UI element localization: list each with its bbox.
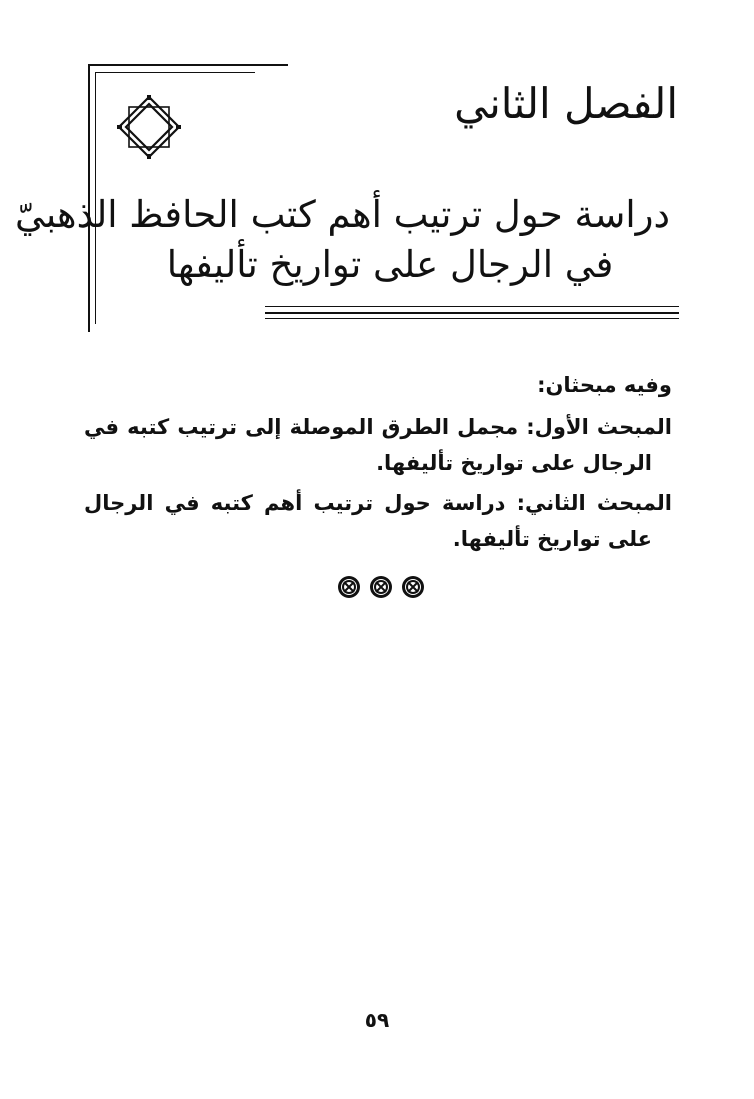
section-item-line: على تواريخ تأليفها. <box>452 527 652 551</box>
section-item-2 <box>84 485 672 557</box>
chapter-contents <box>84 367 672 561</box>
section-item-1 <box>84 409 672 481</box>
rosette-icon <box>337 575 361 599</box>
frame-bottom-line-1 <box>265 306 679 307</box>
chapter-title-line: دراسة حول ترتيب أهم كتب الحافظ الذهبيّ <box>15 193 670 236</box>
chapter-label: الفصل الثاني <box>454 79 678 128</box>
rosette-icon <box>401 575 425 599</box>
diamond-ornament-icon <box>117 95 181 159</box>
section-item-line: المبحث الأول: مجمل الطرق الموصلة إلى ترتيب كتبه في <box>84 415 672 439</box>
chapter-title-line: في الرجال على تواريخ تأليفها <box>166 243 614 286</box>
rosette-icon <box>369 575 393 599</box>
section-separator <box>337 575 425 599</box>
frame-top-line-outer <box>88 64 288 66</box>
section-item-line: المبحث الثاني: دراسة حول ترتيب أهم كتبه في الرجال <box>84 491 672 515</box>
page-number: ٥٩ <box>364 1008 390 1032</box>
frame-bottom-line-2 <box>265 312 679 314</box>
section-item-line: الرجال على تواريخ تأليفها. <box>376 451 652 475</box>
frame-bottom-line-3 <box>265 318 679 319</box>
frame-top-line-inner <box>95 72 255 73</box>
contents-intro: وفيه مبحثان: <box>537 373 672 397</box>
chapter-title <box>15 190 670 290</box>
